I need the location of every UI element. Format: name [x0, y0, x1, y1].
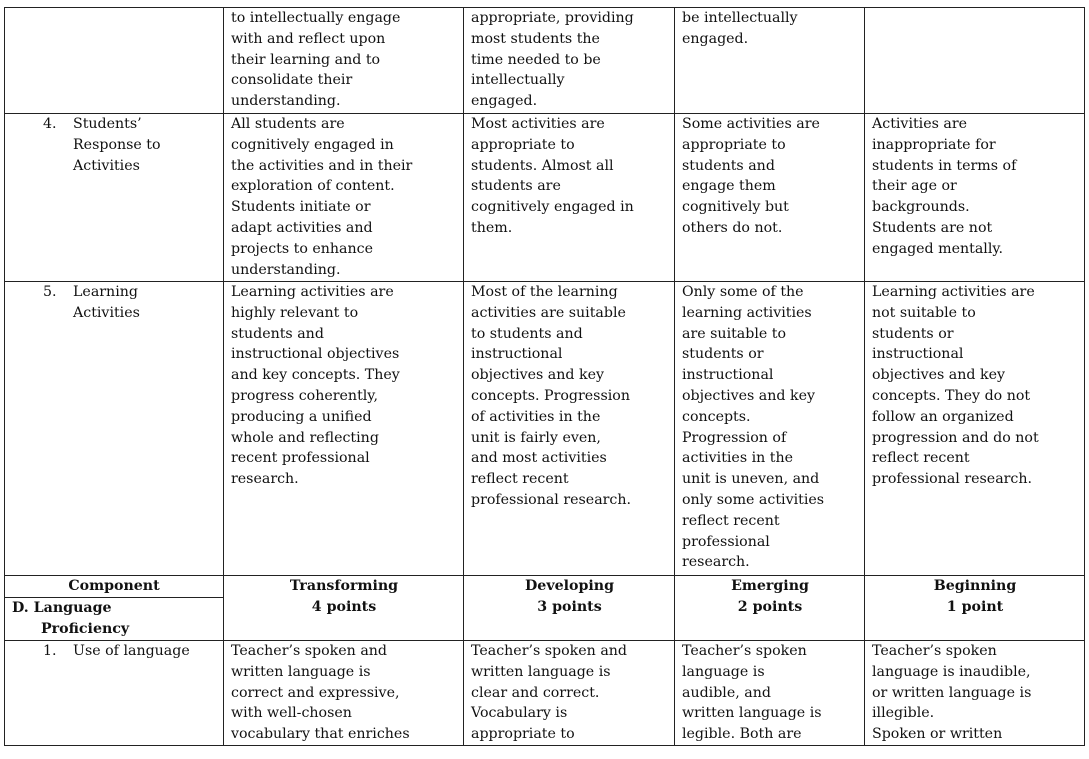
descriptor-line: reflect recent — [471, 471, 569, 488]
criterion-label — [73, 114, 161, 176]
descriptor-line: written language is — [471, 663, 611, 680]
descriptor-line: vocabulary that enriches — [231, 726, 410, 743]
descriptor-line: Teacher’s spoken — [682, 643, 807, 659]
descriptor-line: instructional — [471, 346, 563, 363]
descriptor-line: appropriate, providing — [471, 10, 634, 26]
descriptor-line: reflect recent — [682, 512, 780, 529]
descriptor-line: Learning — [73, 284, 138, 300]
descriptor-line: students. Almost all — [471, 157, 614, 174]
rubric-row — [5, 8, 1085, 114]
descriptor-line: Some activities are — [682, 116, 820, 132]
criterion-number: 4. — [43, 116, 57, 132]
descriptor-cell — [464, 8, 675, 114]
descriptor-line: instructional objectives — [231, 346, 400, 363]
descriptor-line: research. — [682, 554, 750, 571]
descriptor-line: their age or — [872, 178, 957, 195]
descriptor-line: engage them — [682, 178, 776, 195]
section-title-line: Proficiency — [41, 620, 130, 637]
descriptor-cell — [865, 114, 1085, 282]
descriptor-line: consolidate their — [231, 72, 353, 89]
descriptor-line: others do not. — [682, 219, 783, 236]
descriptor-line: the activities and in their — [231, 157, 413, 174]
descriptor-line: appropriate to — [471, 136, 575, 153]
section-title — [5, 598, 223, 640]
descriptor-line: language is inaudible, — [872, 663, 1031, 680]
criterion-cell — [5, 8, 224, 114]
level-points: 1 point — [946, 598, 1004, 615]
descriptor-line: Most of the learning — [471, 284, 618, 300]
descriptor-line: professional research. — [872, 471, 1033, 488]
descriptor-line: most students the — [471, 30, 600, 47]
descriptor-line: Teacher’s spoken and — [471, 643, 627, 659]
descriptor-line: students or — [682, 346, 764, 363]
level-points: 2 points — [737, 598, 803, 615]
descriptor-line: Activities — [73, 304, 140, 321]
level-header — [865, 576, 1085, 641]
descriptor-line: producing a unified — [231, 408, 372, 425]
component-label: Component — [5, 576, 223, 598]
descriptor-line: Activities — [73, 157, 140, 174]
descriptor-line: written language is — [682, 705, 822, 722]
descriptor-line: objectives and key — [682, 387, 816, 404]
level-header — [464, 576, 675, 641]
descriptor-line: Learning activities are — [872, 284, 1035, 300]
descriptor-cell — [464, 114, 675, 282]
descriptor-line: students in terms of — [872, 157, 1017, 174]
descriptor-line: intellectually — [471, 72, 565, 89]
descriptor-line: follow an organized — [872, 408, 1014, 425]
descriptor-line: instructional — [872, 346, 964, 363]
descriptor-cell — [224, 114, 464, 282]
rubric-table — [4, 7, 1085, 746]
descriptor-line: and key concepts. They — [231, 367, 400, 384]
level-header-row — [5, 576, 1085, 641]
descriptor-line: instructional — [682, 367, 774, 384]
criterion-cell — [5, 282, 224, 576]
descriptor-line: clear and correct. — [471, 684, 600, 701]
descriptor-line: Students are not — [872, 219, 993, 236]
level-name: Beginning — [933, 578, 1017, 594]
descriptor-cell — [865, 641, 1085, 746]
descriptor-line: highly relevant to — [231, 304, 359, 321]
descriptor-line: be intellectually — [682, 10, 798, 26]
descriptor-line: exploration of content. — [231, 178, 395, 195]
descriptor-line: cognitively engaged in — [471, 199, 634, 216]
descriptor-line: concepts. — [682, 408, 751, 425]
descriptor-line: Only some of the — [682, 284, 804, 300]
descriptor-cell — [865, 282, 1085, 576]
descriptor-line: objectives and key — [471, 367, 605, 384]
descriptor-line: students or — [872, 325, 954, 342]
descriptor-line: All students are — [231, 116, 345, 132]
descriptor-line: Teacher’s spoken — [872, 643, 997, 659]
descriptor-line: or written language is — [872, 684, 1032, 701]
descriptor-line: activities in the — [682, 450, 794, 467]
descriptor-line: engaged. — [682, 30, 749, 47]
descriptor-line: audible, and — [682, 684, 771, 701]
rubric-row — [5, 641, 1085, 746]
rubric-body — [5, 8, 1085, 746]
descriptor-line: Spoken or written — [872, 726, 1003, 743]
descriptor-line: learning activities — [682, 304, 812, 321]
descriptor-cell — [675, 8, 865, 114]
descriptor-line: illegible. — [872, 705, 935, 722]
descriptor-cell — [675, 641, 865, 746]
level-name: Developing — [525, 578, 614, 594]
level-points: 3 points — [537, 598, 602, 615]
descriptor-line: are suitable to — [682, 325, 787, 342]
descriptor-line: and most activities — [471, 450, 607, 467]
descriptor-line: Teacher’s spoken and — [231, 643, 387, 659]
descriptor-line: to intellectually engage — [231, 10, 401, 26]
descriptor-cell — [675, 114, 865, 282]
descriptor-line: concepts. They do not — [872, 387, 1031, 404]
descriptor-line: Activities are — [872, 116, 968, 132]
descriptor-line: written language is — [231, 663, 371, 680]
descriptor-line: unit is fairly even, — [471, 429, 601, 446]
descriptor-line: students and — [231, 325, 324, 342]
descriptor-line: unit is uneven, and — [682, 471, 820, 488]
descriptor-line: objectives and key — [872, 367, 1006, 384]
criterion-label: Use of language — [73, 643, 190, 659]
descriptor-line: Response to — [73, 136, 161, 153]
descriptor-line: recent professional — [231, 450, 370, 467]
descriptor-cell — [224, 8, 464, 114]
criterion-cell — [5, 641, 224, 746]
criterion-label — [73, 282, 140, 324]
descriptor-line: backgrounds. — [872, 199, 970, 216]
descriptor-line: reflect recent — [872, 450, 970, 467]
descriptor-line: language is — [682, 663, 765, 680]
descriptor-line: engaged mentally. — [872, 240, 1004, 257]
criterion-cell — [5, 114, 224, 282]
descriptor-line: Vocabulary is — [471, 705, 568, 722]
descriptor-line: correct and expressive, — [231, 684, 400, 701]
level-name: Transforming — [289, 578, 399, 594]
rubric-row — [5, 282, 1085, 576]
descriptor-line: students are — [471, 178, 561, 195]
descriptor-line: with well-chosen — [231, 705, 352, 722]
level-header — [675, 576, 865, 641]
descriptor-cell — [224, 641, 464, 746]
descriptor-line: only some activities — [682, 491, 825, 508]
descriptor-cell — [224, 282, 464, 576]
descriptor-line: appropriate to — [471, 726, 575, 743]
descriptor-line: with and reflect upon — [231, 30, 386, 47]
descriptor-line: whole and reflecting — [231, 429, 379, 446]
section-title-line: D. Language — [12, 600, 112, 616]
descriptor-line: Students’ — [73, 116, 142, 132]
descriptor-line: appropriate to — [682, 136, 786, 153]
descriptor-line: time needed to be — [471, 51, 601, 68]
descriptor-line: professional — [682, 533, 770, 550]
descriptor-cell — [464, 282, 675, 576]
level-name: Emerging — [731, 578, 809, 594]
descriptor-line: inappropriate for — [872, 136, 996, 153]
descriptor-cell — [464, 641, 675, 746]
descriptor-line: to students and — [471, 325, 583, 342]
rubric-row — [5, 114, 1085, 282]
descriptor-line: progress coherently, — [231, 387, 378, 404]
descriptor-line: cognitively engaged in — [231, 136, 394, 153]
descriptor-line: concepts. Progression — [471, 387, 630, 404]
descriptor-line: research. — [231, 471, 299, 488]
descriptor-line: adapt activities and — [231, 219, 373, 236]
descriptor-line: projects to enhance — [231, 240, 373, 257]
descriptor-line: Most activities are — [471, 116, 605, 132]
descriptor-line: not suitable to — [872, 304, 976, 321]
descriptor-line: progression and do not — [872, 429, 1039, 446]
descriptor-line: understanding. — [231, 261, 341, 278]
descriptor-line: engaged. — [471, 93, 538, 110]
descriptor-line: of activities in the — [471, 408, 601, 425]
level-points: 4 points — [311, 598, 377, 615]
descriptor-line: Progression of — [682, 429, 787, 446]
descriptor-line: activities are suitable — [471, 304, 626, 321]
criterion-number: 1. — [43, 643, 57, 659]
descriptor-line: students and — [682, 157, 775, 174]
component-cell — [5, 576, 224, 641]
criterion-number: 5. — [43, 284, 57, 300]
level-header — [224, 576, 464, 641]
descriptor-line: Students initiate or — [231, 199, 371, 216]
descriptor-line: their learning and to — [231, 51, 381, 68]
descriptor-cell — [865, 8, 1085, 114]
descriptor-line: Learning activities are — [231, 284, 394, 300]
descriptor-line: cognitively but — [682, 199, 789, 216]
descriptor-line: understanding. — [231, 93, 341, 110]
descriptor-line: legible. Both are — [682, 726, 802, 743]
descriptor-cell — [675, 282, 865, 576]
descriptor-line: them. — [471, 219, 513, 236]
descriptor-line: professional research. — [471, 491, 632, 508]
